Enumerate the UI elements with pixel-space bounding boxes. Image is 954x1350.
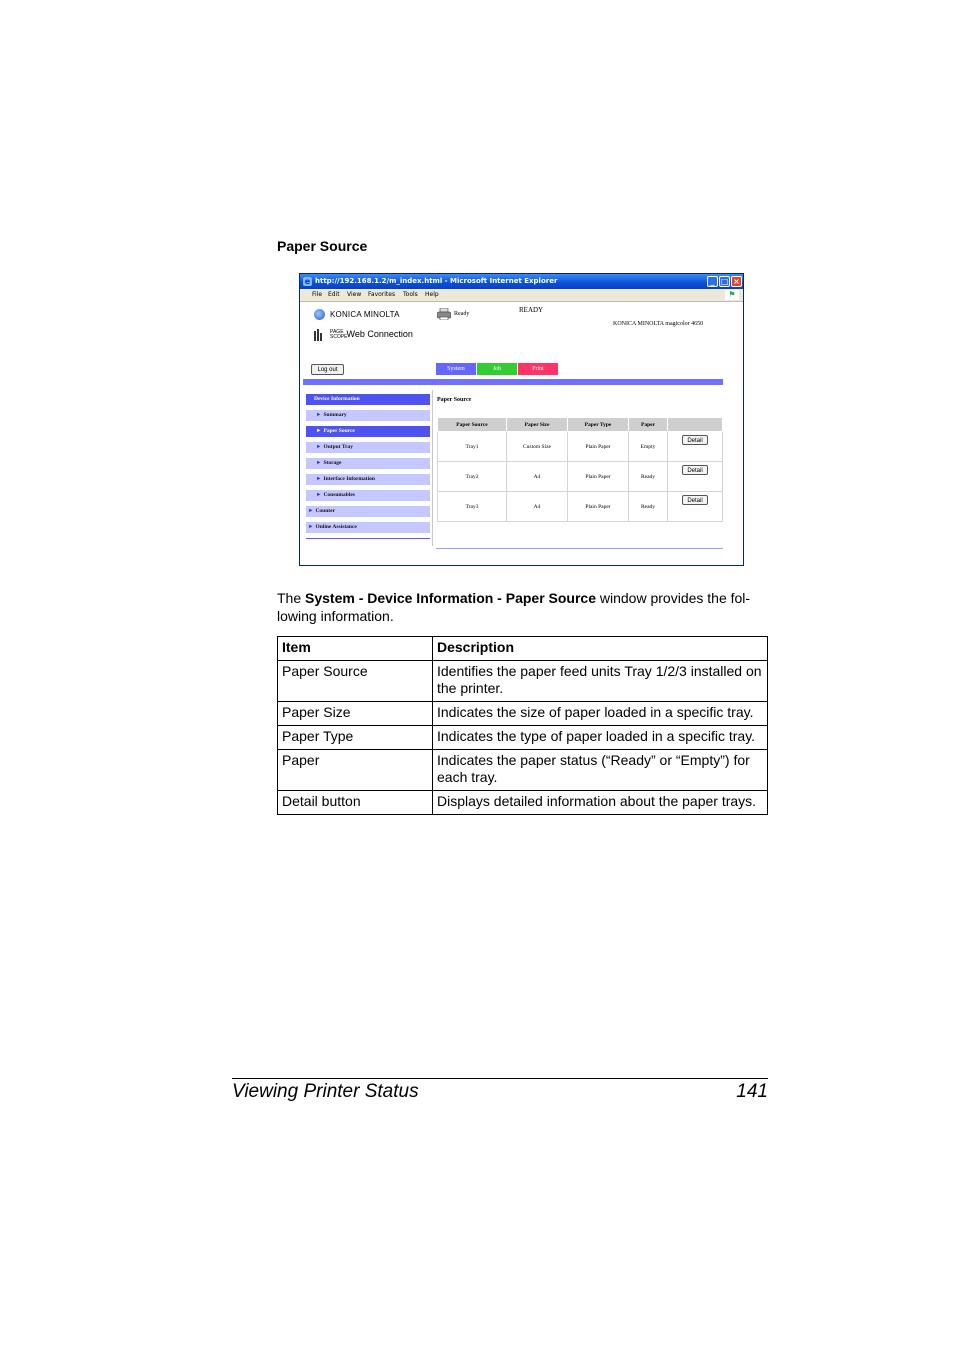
printer-status: READY bbox=[519, 306, 544, 314]
nav-counter[interactable] bbox=[306, 506, 430, 517]
web-connection-label: Web Connection bbox=[346, 329, 413, 339]
col-header-item: Item bbox=[278, 637, 433, 661]
arrow-right-icon: ► bbox=[316, 412, 322, 418]
table-header-row bbox=[438, 418, 723, 432]
pagescope-web-connection bbox=[330, 329, 413, 340]
pagescope-small-label: PAGE SCOPE bbox=[330, 328, 348, 340]
table-row bbox=[278, 661, 768, 702]
cell-description: Indicates the size of paper loaded in a specific tray. bbox=[433, 702, 768, 726]
table-row bbox=[278, 791, 768, 815]
nav-divider bbox=[306, 538, 430, 539]
cell-status: Empty bbox=[629, 432, 668, 462]
menu-view[interactable]: View bbox=[347, 291, 362, 298]
cell-source: Tray1 bbox=[438, 432, 507, 462]
arrow-right-icon: ► bbox=[316, 444, 322, 450]
cell-action bbox=[668, 462, 723, 492]
browser-window-screenshot bbox=[299, 273, 744, 566]
minimize-button[interactable]: _ bbox=[707, 276, 718, 287]
cell-item: Paper bbox=[278, 750, 433, 791]
cell-item: Paper Type bbox=[278, 726, 433, 750]
brand-name: KONICA MINOLTA bbox=[330, 310, 400, 319]
arrow-right-icon: ► bbox=[308, 524, 314, 530]
arrow-right-icon: ► bbox=[308, 508, 314, 514]
detail-button[interactable]: Detail bbox=[682, 465, 708, 475]
page-number: 141 bbox=[736, 1081, 768, 1102]
table-header-row bbox=[278, 637, 768, 661]
footer-chapter-title: Viewing Printer Status bbox=[232, 1081, 419, 1102]
cell-type: Plain Paper bbox=[568, 462, 629, 492]
cell-action bbox=[668, 432, 723, 462]
window-titlebar bbox=[300, 274, 743, 289]
arrow-right-icon: ► bbox=[316, 460, 322, 466]
cell-size: A4 bbox=[507, 462, 568, 492]
cell-description: Indicates the type of paper loaded in a specific tray. bbox=[433, 726, 768, 750]
cell-description: Indicates the paper status (“Ready” or “Empty”) for each tray. bbox=[433, 750, 768, 791]
intro-paragraph bbox=[277, 589, 767, 625]
col-header-paper-source: Paper Source bbox=[438, 418, 507, 432]
col-header-paper-type: Paper Type bbox=[568, 418, 629, 432]
menu-tools[interactable]: Tools bbox=[403, 291, 418, 298]
windows-flag-icon: ⚑ bbox=[725, 290, 739, 300]
tab-job[interactable]: Job bbox=[477, 363, 517, 375]
nav-device-information[interactable] bbox=[306, 394, 430, 405]
menu-bar bbox=[300, 289, 743, 302]
menu-help[interactable]: Help bbox=[425, 291, 439, 298]
cell-status: Ready bbox=[629, 492, 668, 522]
arrow-right-icon: ► bbox=[316, 492, 322, 498]
nav-consumables[interactable] bbox=[306, 490, 430, 501]
cell-size: Custom Size bbox=[507, 432, 568, 462]
nav-interface-information[interactable] bbox=[306, 474, 430, 485]
cell-item: Paper Size bbox=[278, 702, 433, 726]
intro-bold-path: System - Device Information - Paper Source bbox=[305, 590, 596, 606]
content-bottom-divider bbox=[436, 548, 723, 549]
nav-label: Output Tray bbox=[323, 444, 354, 450]
tab-print[interactable]: Print bbox=[518, 363, 558, 375]
table-row bbox=[278, 750, 768, 791]
nav-label: Consumables bbox=[323, 492, 355, 498]
nav-label: Online Assistance bbox=[315, 524, 357, 530]
content-title: Paper Source bbox=[437, 397, 472, 403]
table-row bbox=[278, 702, 768, 726]
arrow-right-icon: ► bbox=[316, 476, 322, 482]
pagescope-logo-icon bbox=[314, 329, 328, 341]
item-description-table bbox=[277, 636, 768, 815]
table-row bbox=[438, 432, 723, 462]
col-header-paper-size: Paper Size bbox=[507, 418, 568, 432]
internet-explorer-icon: e bbox=[304, 277, 311, 286]
nav-storage[interactable] bbox=[306, 458, 430, 469]
table-row bbox=[278, 726, 768, 750]
cell-description: Displays detailed information about the paper trays. bbox=[433, 791, 768, 815]
nav-label: Paper Source bbox=[323, 428, 355, 434]
col-header-description: Description bbox=[433, 637, 768, 661]
menu-favorites[interactable]: Favorites bbox=[368, 291, 396, 298]
konica-minolta-logo-icon bbox=[314, 309, 325, 320]
detail-button[interactable]: Detail bbox=[682, 435, 708, 445]
intro-suffix: window provides the fol-lowing information. bbox=[277, 590, 751, 624]
web-page-content bbox=[300, 302, 743, 565]
cell-status: Ready bbox=[629, 462, 668, 492]
nav-label: Interface Information bbox=[323, 476, 375, 482]
nav-online-assistance[interactable] bbox=[306, 522, 430, 533]
section-heading: Paper Source bbox=[277, 238, 368, 254]
cell-size: A4 bbox=[507, 492, 568, 522]
arrow-right-icon: ► bbox=[316, 428, 322, 434]
cell-source: Tray2 bbox=[438, 462, 507, 492]
cell-type: Plain Paper bbox=[568, 432, 629, 462]
cell-description: Identifies the paper feed units Tray 1/2/3 installed on the printer. bbox=[433, 661, 768, 702]
nav-label: Storage bbox=[323, 460, 342, 466]
nav-label: Counter bbox=[315, 508, 336, 514]
menu-file[interactable]: File bbox=[312, 291, 323, 298]
cell-item: Detail button bbox=[278, 791, 433, 815]
detail-button[interactable]: Detail bbox=[682, 495, 708, 505]
printer-icon bbox=[437, 308, 451, 320]
cell-type: Plain Paper bbox=[568, 492, 629, 522]
cell-action bbox=[668, 492, 723, 522]
logout-button[interactable]: Log out bbox=[311, 364, 344, 375]
menu-edit[interactable]: Edit bbox=[328, 291, 340, 298]
footer-rule bbox=[232, 1078, 768, 1079]
window-title: http://192.168.1.2/m_index.html - Microsoft Internet Explorer bbox=[315, 277, 558, 285]
nav-label: Device Information bbox=[314, 396, 360, 402]
nav-output-tray[interactable] bbox=[306, 442, 430, 453]
close-button[interactable]: × bbox=[731, 276, 742, 287]
nav-summary[interactable] bbox=[306, 410, 430, 421]
cell-item: Paper Source bbox=[278, 661, 433, 702]
nav-paper-source[interactable] bbox=[306, 426, 430, 437]
printer-model: KONICA MINOLTA magicolor 4650 bbox=[613, 321, 704, 327]
tab-system[interactable]: System bbox=[436, 363, 476, 375]
col-header-action bbox=[668, 418, 723, 432]
table-row bbox=[438, 462, 723, 492]
vertical-divider bbox=[432, 390, 433, 546]
nav-label: Summary bbox=[323, 412, 347, 418]
paper-source-table bbox=[437, 417, 723, 522]
maximize-button[interactable]: □ bbox=[720, 277, 729, 286]
cell-source: Tray3 bbox=[438, 492, 507, 522]
intro-prefix: The bbox=[277, 590, 306, 606]
printer-status-small: Ready bbox=[454, 311, 470, 317]
header-bar bbox=[303, 379, 723, 385]
col-header-paper: Paper bbox=[629, 418, 668, 432]
table-row bbox=[438, 492, 723, 522]
